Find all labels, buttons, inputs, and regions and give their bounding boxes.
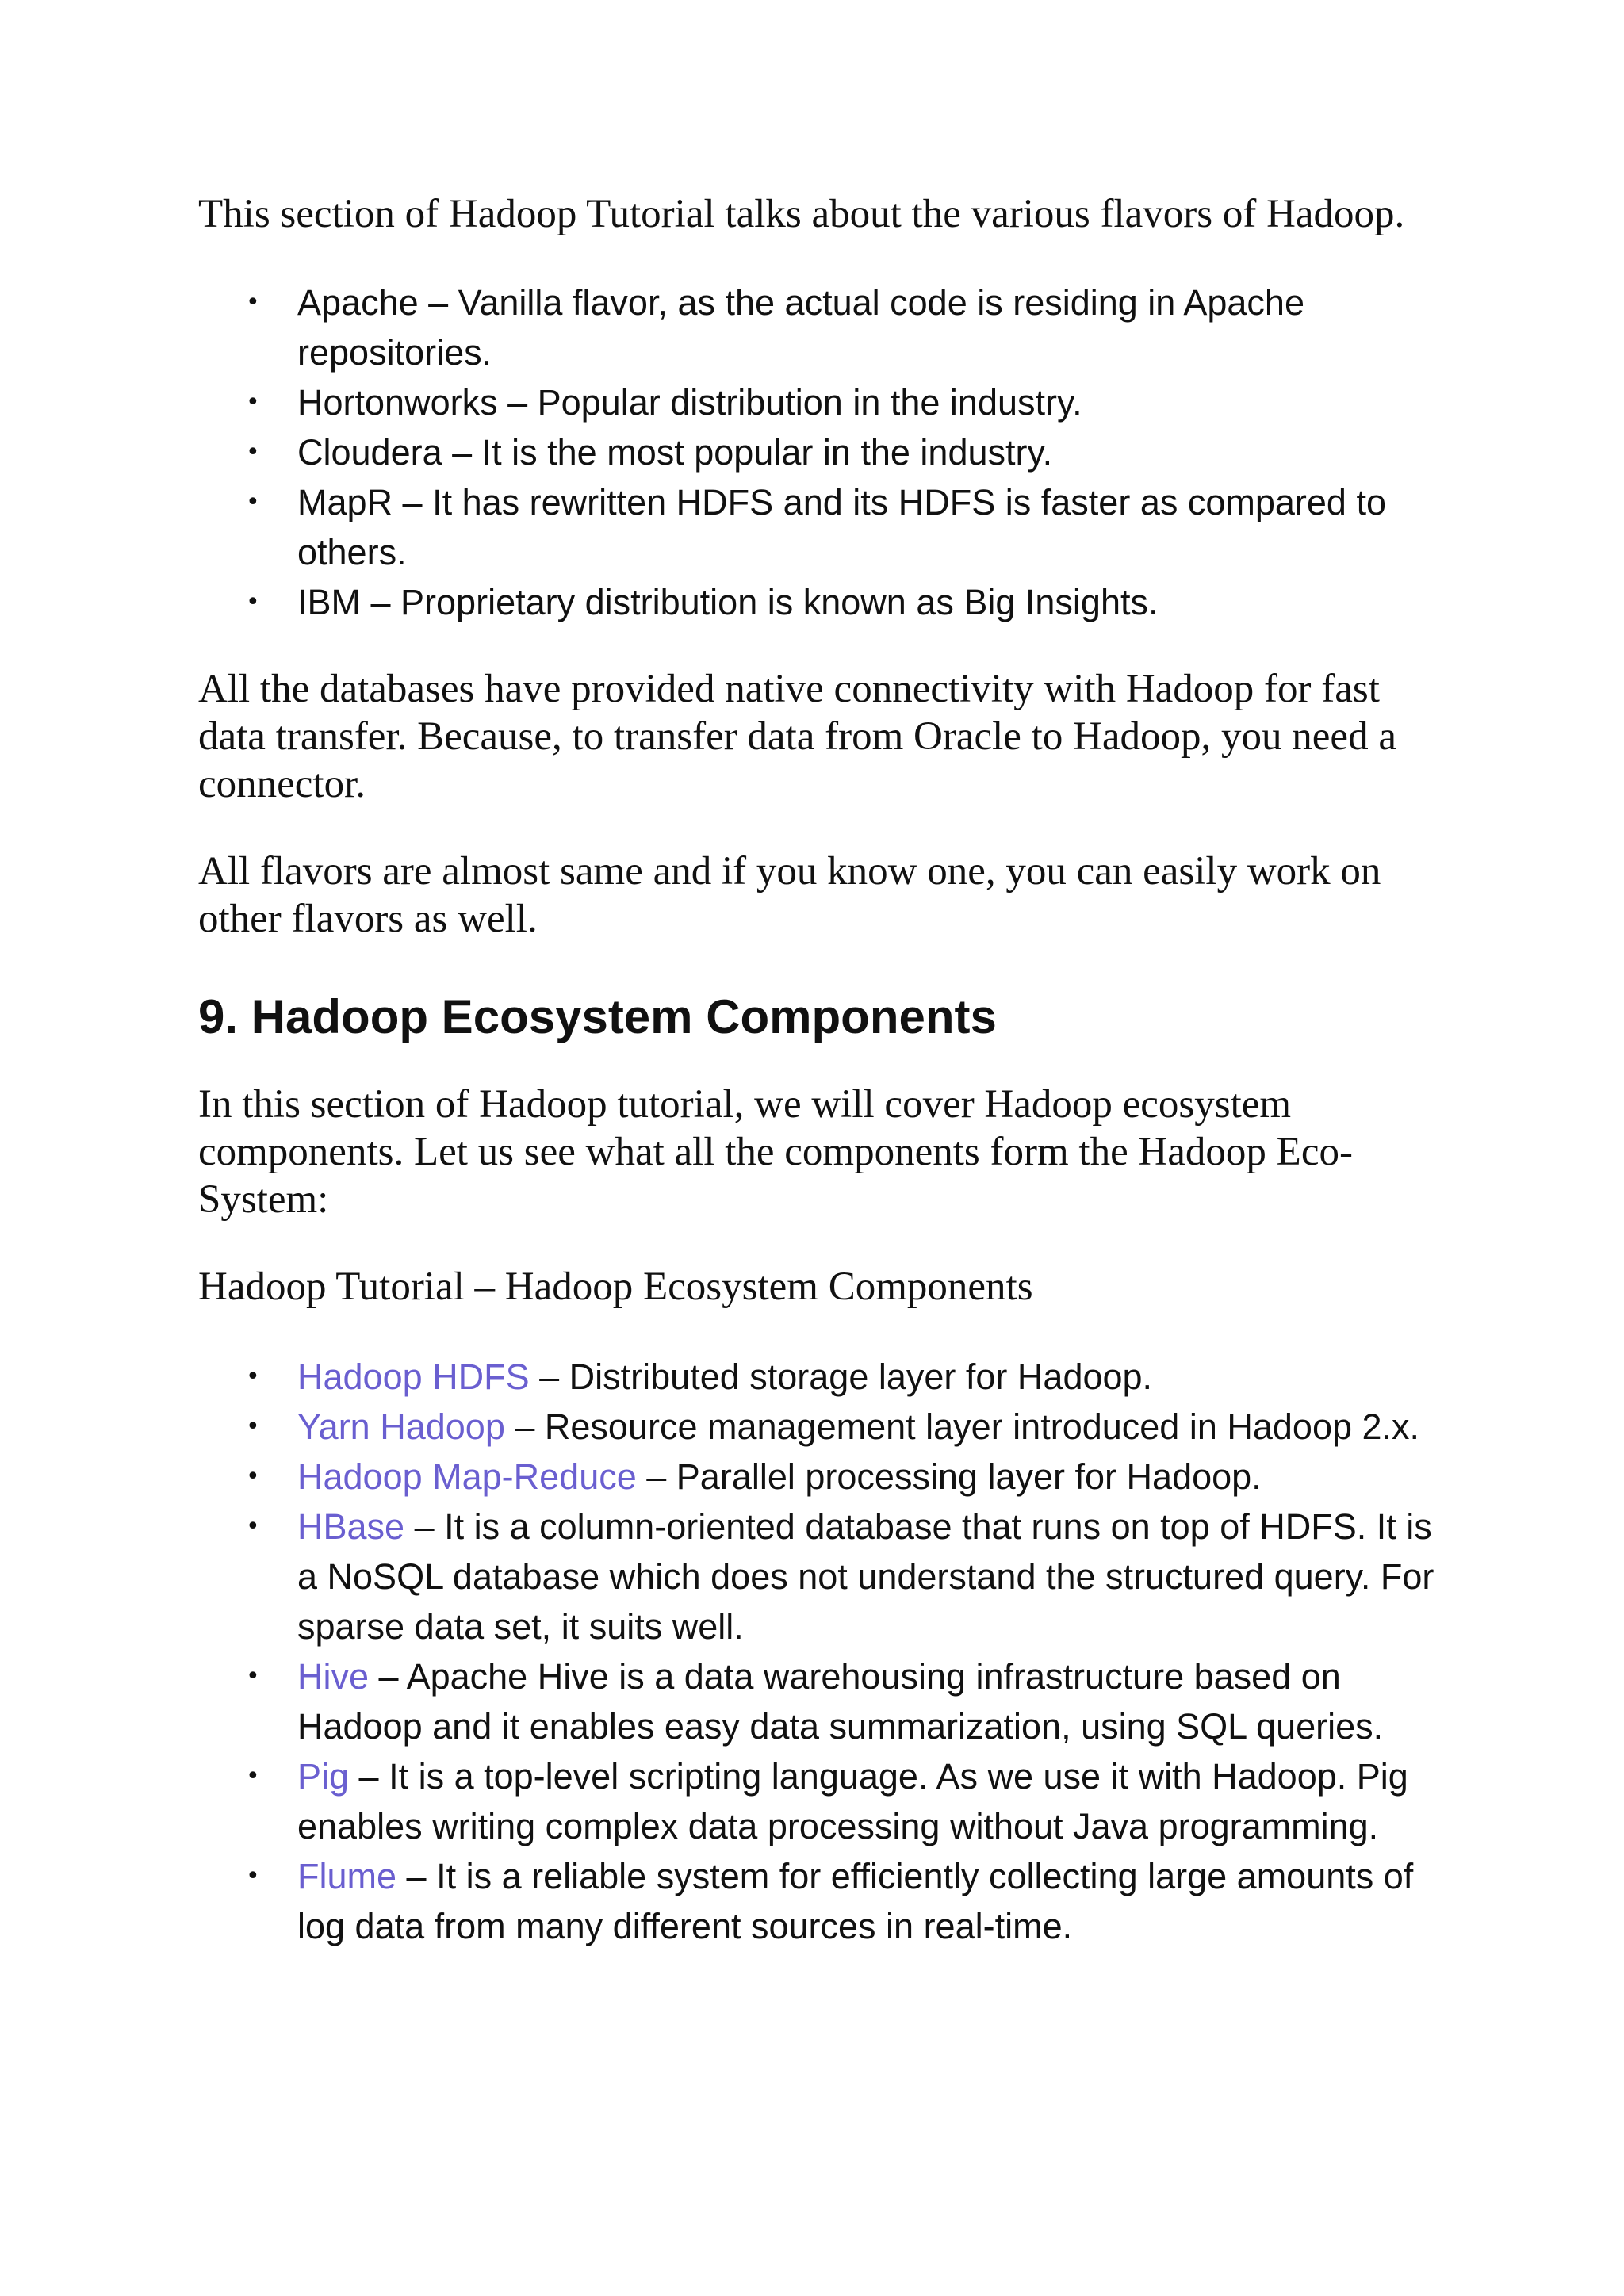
bullet-icon: • bbox=[246, 289, 260, 316]
list-item-text: IBM – Proprietary distribution is known as Big Insights. bbox=[297, 582, 1159, 622]
list-item-text: – Distributed storage layer for Hadoop. bbox=[529, 1357, 1153, 1397]
list-item-text: – Resource management layer introduced in Hadoop 2.x. bbox=[504, 1406, 1420, 1447]
hbase-link[interactable]: HBase bbox=[297, 1506, 405, 1547]
bullet-icon: • bbox=[246, 1413, 260, 1441]
list-item bbox=[198, 1402, 1435, 1452]
list-item-text: – It is a reliable system for efficiently collecting large amounts of log data from many different sources in real-time. bbox=[297, 1856, 1414, 1946]
figure-caption: Hadoop Tutorial – Hadoop Ecosystem Components bbox=[198, 1265, 1033, 1309]
list-item bbox=[198, 1651, 1435, 1751]
list-item-text: – Parallel processing layer for Hadoop. bbox=[636, 1456, 1262, 1497]
flavors-list bbox=[198, 277, 1435, 627]
list-item-text: – Apache Hive is a data warehousing infrastructure based on Hadoop and it enables easy data summarization, using SQL queries. bbox=[297, 1656, 1384, 1747]
yarn-hadoop-link[interactable]: Yarn Hadoop bbox=[297, 1406, 505, 1447]
bullet-icon: • bbox=[246, 1363, 260, 1391]
intro-paragraph: This section of Hadoop Tutorial talks about the various flavors of Hadoop. bbox=[198, 192, 1405, 236]
list-item bbox=[198, 277, 1435, 377]
list-item-text: – It is a top-level scripting language. As we use it with Hadoop. Pig enables writing complex data processing without Java programming. bbox=[297, 1756, 1408, 1846]
databases-paragraph: All the databases have provided native connectivity with Hadoop for fast data transfer. Because, to transfer data from Oracle to Hadoop, you need a connector. bbox=[198, 667, 1396, 806]
list-item bbox=[198, 1352, 1435, 1402]
list-item-text: Apache – Vanilla flavor, as the actual code is residing in Apache repositories. bbox=[297, 282, 1304, 373]
bullet-icon: • bbox=[246, 1762, 260, 1790]
hadoop-hdfs-link[interactable]: Hadoop HDFS bbox=[297, 1357, 530, 1397]
list-item-text: MapR – It has rewritten HDFS and its HDFS is faster as compared to others. bbox=[297, 482, 1386, 572]
document-page bbox=[198, 190, 1435, 1951]
flavors-paragraph: All flavors are almost same and if you know one, you can easily work on other flavors as well. bbox=[198, 849, 1381, 941]
components-list bbox=[198, 1352, 1435, 1951]
list-item bbox=[198, 1751, 1435, 1851]
list-item bbox=[198, 427, 1435, 477]
bullet-icon: • bbox=[246, 588, 260, 616]
hadoop-map-reduce-link[interactable]: Hadoop Map-Reduce bbox=[297, 1456, 637, 1497]
list-item bbox=[198, 1452, 1435, 1502]
bullet-icon: • bbox=[246, 1513, 260, 1540]
bullet-icon: • bbox=[246, 1862, 260, 1890]
flume-link[interactable]: Flume bbox=[297, 1856, 397, 1896]
list-item-text: – It is a column-oriented database that runs on top of HDFS. It is a NoSQL database which does not understand the structured query. For sparse data set, it suits well. bbox=[297, 1506, 1434, 1647]
bullet-icon: • bbox=[246, 488, 260, 516]
hive-link[interactable]: Hive bbox=[297, 1656, 370, 1697]
list-item bbox=[198, 1502, 1435, 1651]
bullet-icon: • bbox=[246, 1663, 260, 1690]
list-item bbox=[198, 377, 1435, 427]
section-heading: 9. Hadoop Ecosystem Components bbox=[198, 990, 997, 1043]
pig-link[interactable]: Pig bbox=[297, 1756, 350, 1797]
list-item bbox=[198, 577, 1435, 627]
bullet-icon: • bbox=[246, 1463, 260, 1490]
bullet-icon: • bbox=[246, 438, 260, 466]
bullet-icon: • bbox=[246, 388, 260, 416]
list-item bbox=[198, 477, 1435, 577]
list-item bbox=[198, 1851, 1435, 1951]
ecosystem-intro-paragraph: In this section of Hadoop tutorial, we will cover Hadoop ecosystem components. Let us see what all the components form the Hadoop Eco-System: bbox=[198, 1082, 1353, 1222]
list-item-text: Hortonworks – Popular distribution in the industry. bbox=[297, 382, 1082, 423]
list-item-text: Cloudera – It is the most popular in the industry. bbox=[297, 432, 1053, 473]
